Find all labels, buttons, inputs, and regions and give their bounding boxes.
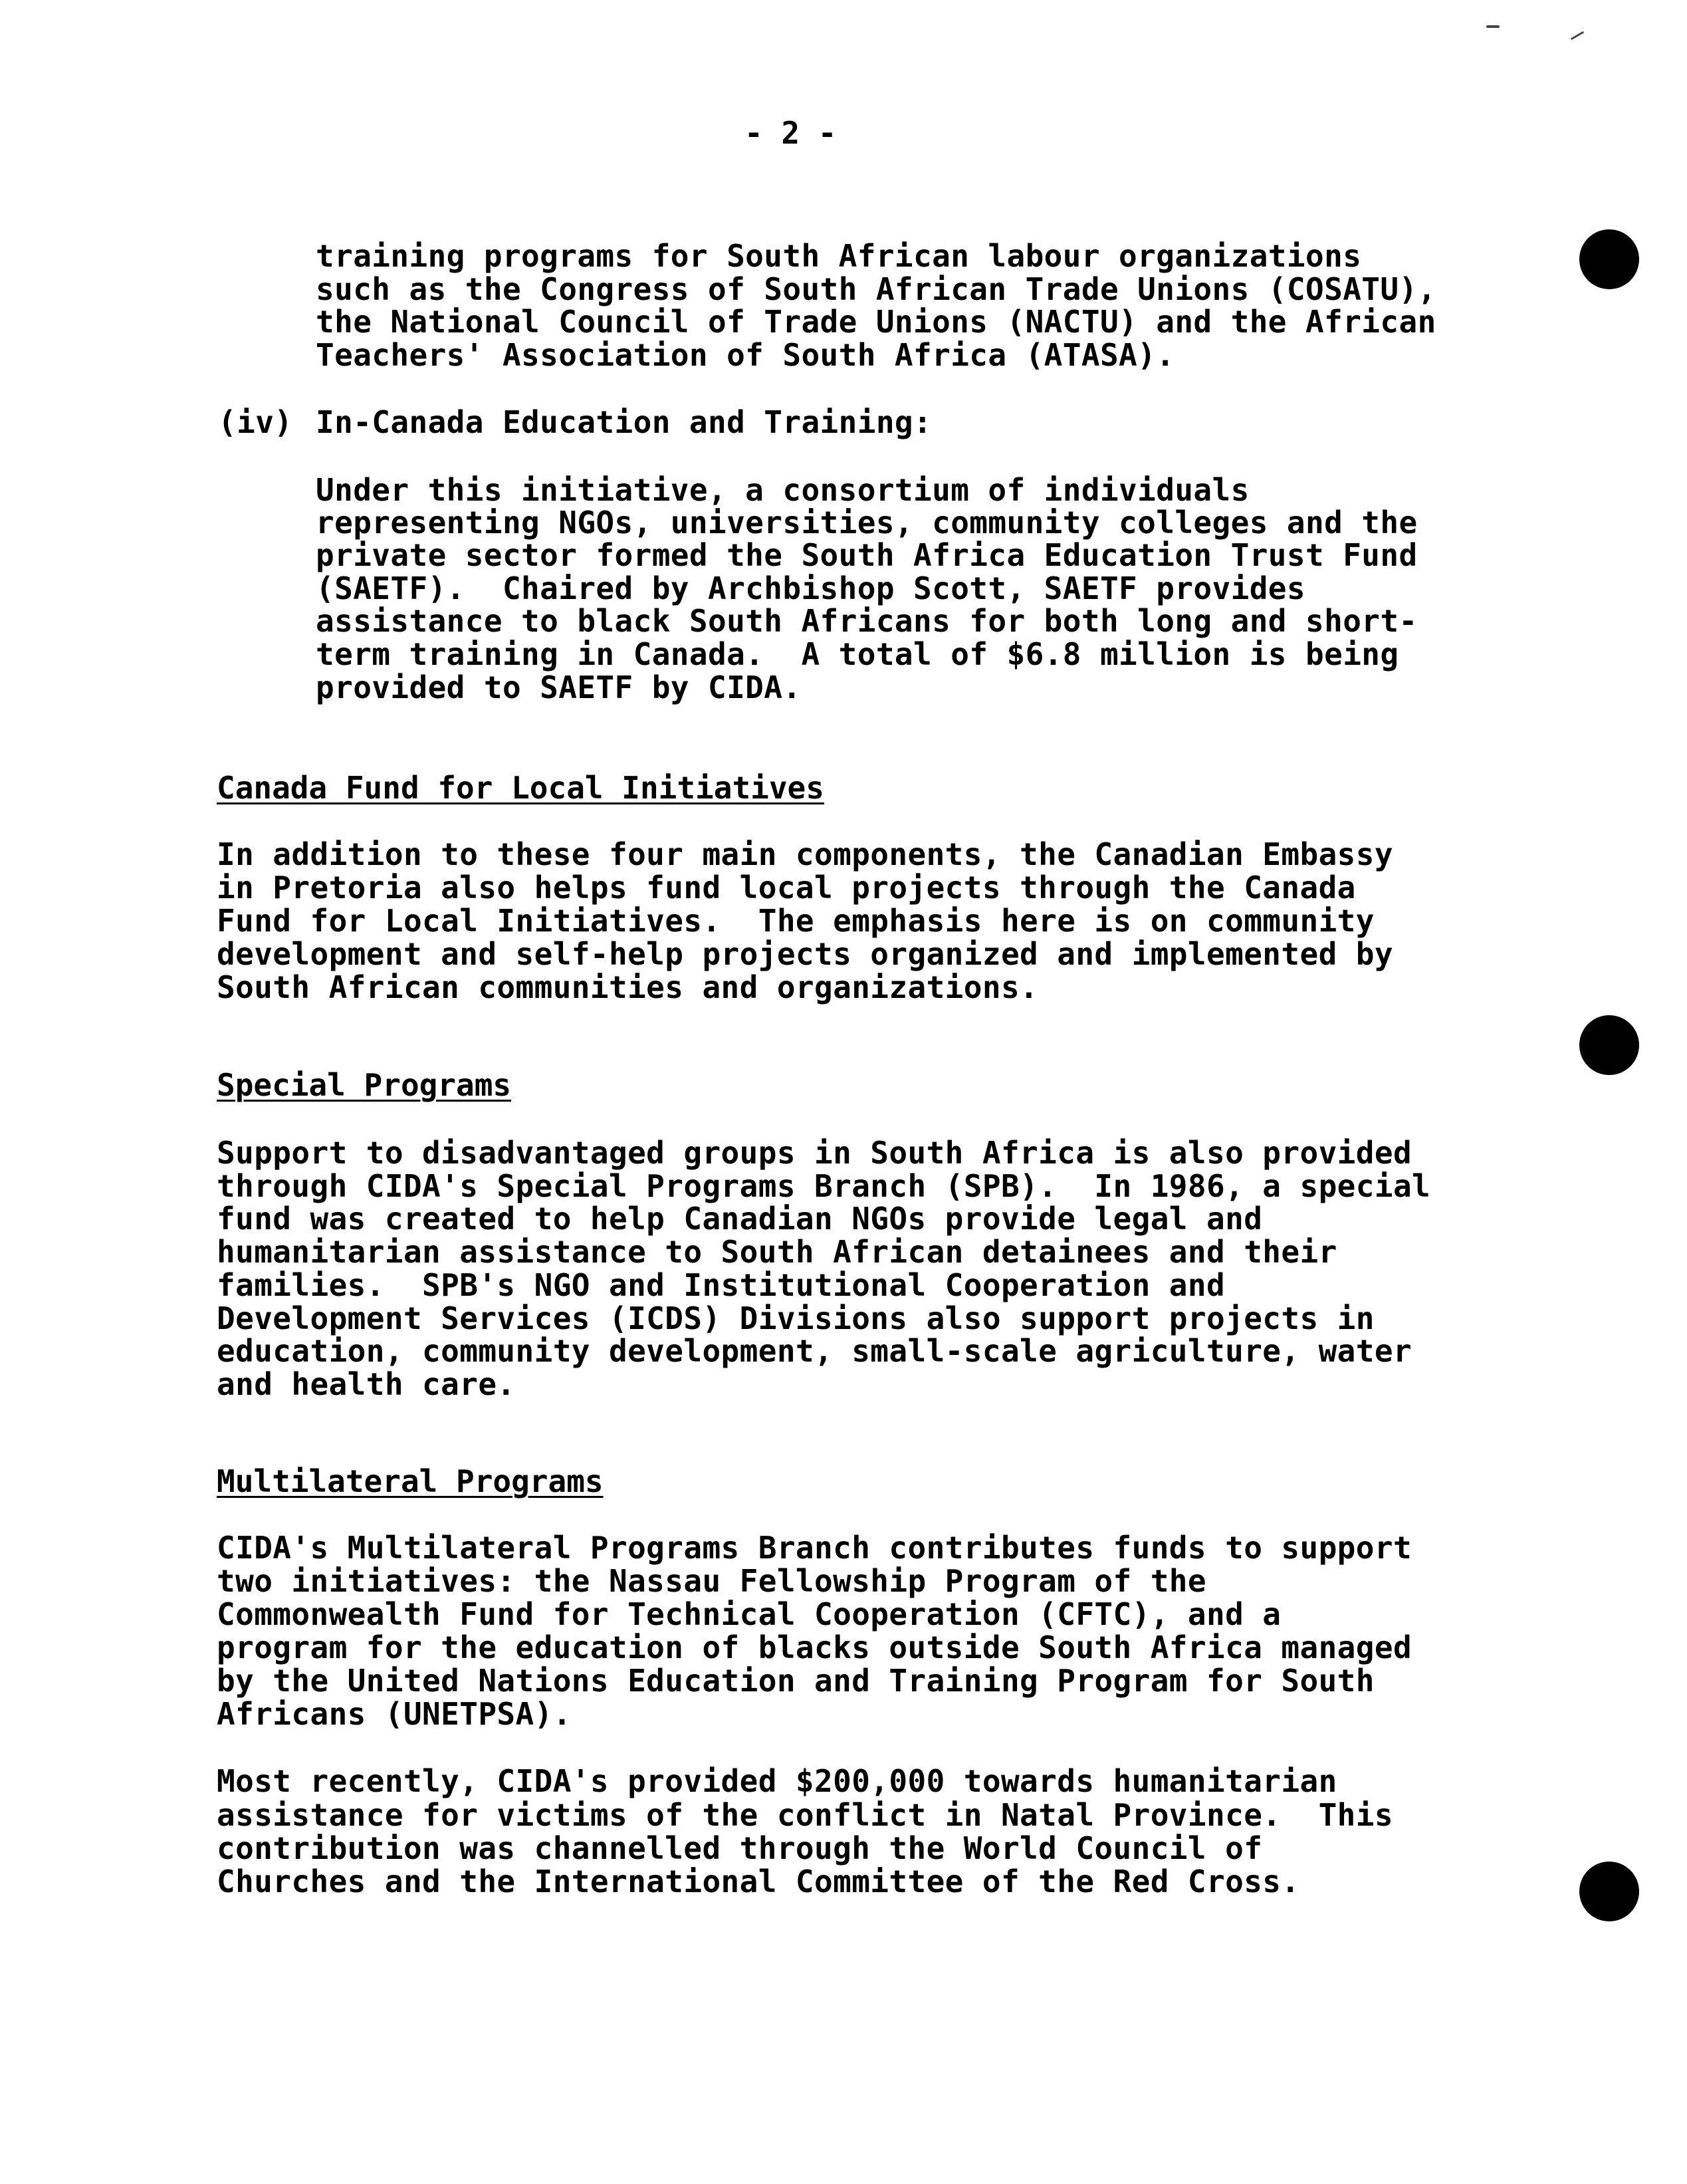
text-line: and health care. — [217, 1366, 516, 1402]
text-line: two initiatives: the Nassau Fellowship Program of the — [217, 1563, 1206, 1599]
text-line: families. SPB's NGO and Institutional Cooperation and — [217, 1267, 1226, 1303]
text-line: (SAETF). Chaired by Archbishop Scott, SAETF provides — [316, 570, 1305, 606]
text-line: education, community development, small-scale agriculture, water — [217, 1333, 1412, 1369]
text-line: the National Council of Trade Unions (NACTU) and the African — [316, 304, 1436, 340]
text-line: Commonwealth Fund for Technical Cooperation (CFTC), and a — [217, 1596, 1282, 1632]
text-line: Support to disadvantaged groups in South Africa is also provided — [217, 1135, 1412, 1171]
text-line: South African communities and organizations. — [217, 969, 1039, 1005]
text-line: by the United Nations Education and Training Program for South — [217, 1663, 1375, 1699]
page-number: - 2 - — [744, 115, 837, 151]
text-line: training programs for South African labour organizations — [316, 238, 1362, 274]
text-line: CIDA's Multilateral Programs Branch contributes funds to support — [217, 1530, 1412, 1566]
text-line: Under this initiative, a consortium of individuals — [316, 472, 1250, 508]
item-title: In-Canada Education and Training: — [316, 404, 933, 440]
text-line: representing NGOs, universities, community colleges and the — [316, 505, 1418, 541]
text-line: In addition to these four main components, the Canadian Embassy — [217, 836, 1393, 872]
text-line: provided to SAETF by CIDA. — [316, 669, 802, 705]
text-line: Development Services (ICDS) Divisions also support projects in — [217, 1300, 1375, 1336]
text-line: assistance for victims of the conflict in Natal Province. This — [217, 1797, 1393, 1833]
text-line: Teachers' Association of South Africa (ATASA). — [316, 337, 1175, 373]
section-heading: Multilateral Programs — [217, 1463, 604, 1499]
item-label: (iv) — [218, 404, 293, 440]
punch-hole — [1579, 1862, 1639, 1921]
text-line: in Pretoria also helps fund local projects through the Canada — [217, 870, 1356, 906]
text-line: term training in Canada. A total of $6.8 million is being — [316, 636, 1399, 672]
scan-speck — [1571, 31, 1585, 41]
text-line: private sector formed the South Africa Education Trust Fund — [316, 537, 1418, 573]
section-heading: Special Programs — [217, 1067, 512, 1103]
text-line: development and self-help projects organized and implemented by — [217, 936, 1393, 972]
text-line: fund was created to help Canadian NGOs provide legal and — [217, 1201, 1263, 1237]
text-line: Fund for Local Initiatives. The emphasis here is on community — [217, 903, 1375, 939]
punch-hole — [1579, 229, 1639, 289]
text-line: such as the Congress of South African Trade Unions (COSATU), — [316, 271, 1436, 307]
text-line: Churches and the International Committee of the Red Cross. — [217, 1864, 1300, 1899]
scan-speck — [1486, 25, 1500, 28]
text-line: humanitarian assistance to South African detainees and their — [217, 1234, 1337, 1270]
text-line: through CIDA's Special Programs Branch (SPB). In 1986, a special — [217, 1168, 1431, 1204]
text-line: contribution was channelled through the World Council of — [217, 1830, 1263, 1866]
section-heading: Canada Fund for Local Initiatives — [217, 770, 824, 806]
punch-hole — [1579, 1015, 1639, 1075]
text-line: Africans (UNETPSA). — [217, 1696, 572, 1732]
text-line: assistance to black South Africans for both long and short- — [316, 603, 1418, 639]
text-line: program for the education of blacks outside South Africa managed — [217, 1630, 1412, 1665]
text-line: Most recently, CIDA's provided $200,000 towards humanitarian — [217, 1763, 1337, 1799]
